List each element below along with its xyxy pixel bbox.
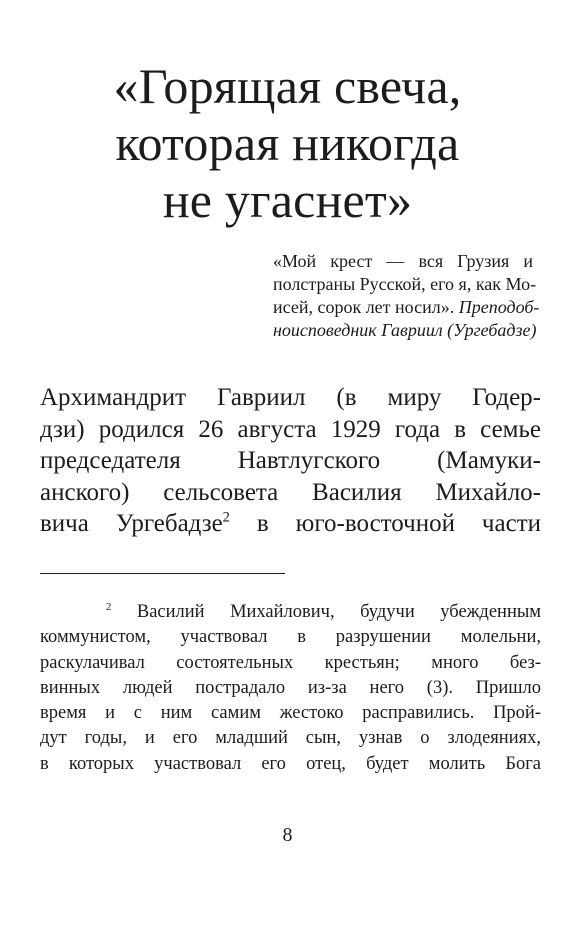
page-number: 8 xyxy=(282,824,293,846)
body-line: Архимандрит Гавриил (в миру Годер- xyxy=(40,384,541,411)
body-paragraph xyxy=(40,382,541,540)
footnote-line: время и с ним самим жестоко расправились. Прой- xyxy=(40,703,541,724)
title-line: «Горящая свеча, xyxy=(113,58,462,114)
footnote-line: винных людей пострадало из-за него (3). Пришло xyxy=(40,677,541,698)
footnote-line: раскулачивал состоятельных крестьян; много без- xyxy=(40,652,541,673)
footnote xyxy=(40,600,541,777)
body-line: анского) сельсовета Василия Михайло- xyxy=(40,478,541,506)
title-line: не угаснет» xyxy=(162,172,413,228)
epigraph-line: «Мой крест — вся Грузия и xyxy=(273,251,533,271)
footnote-separator xyxy=(40,573,285,574)
body-line-text: в юго-восточной части xyxy=(256,510,541,537)
footnote-line-text: Василий Михайлович, будучи убежденным xyxy=(136,602,541,622)
epigraph-attribution: ноисповедник Гавриил (Ургебадзе) xyxy=(273,320,537,340)
body-line: председателя Навтлугского (Мамуки- xyxy=(40,447,541,474)
epigraph-line xyxy=(273,296,540,319)
body-line: дзи) родился 26 августа 1929 года в семье xyxy=(40,415,541,443)
chapter-title xyxy=(40,58,535,229)
footnote-line xyxy=(40,600,541,625)
epigraph xyxy=(273,250,540,342)
title-line: которая никогда xyxy=(115,115,460,171)
footnote-reference: 2 xyxy=(222,509,230,526)
footnote-line: дут годы, и его младший сын, узнав о злодеяниях, xyxy=(40,728,541,749)
epigraph-attribution: Преподоб- xyxy=(458,297,540,317)
footnote-line: коммунистом, участвовал в разрушении молельни, xyxy=(40,627,541,648)
epigraph-quote-end: исей, сорок лет носил». xyxy=(273,297,455,317)
footnote-line: в которых участвовал его отец, будет молить Бога xyxy=(40,753,541,774)
epigraph-line xyxy=(273,319,537,342)
body-line xyxy=(40,508,541,540)
footnote-marker: 2 xyxy=(106,600,112,613)
body-line-text: вича Ургебадзе xyxy=(40,510,223,537)
epigraph-line: полстраны Русской, его я, как Мо- xyxy=(273,274,537,294)
